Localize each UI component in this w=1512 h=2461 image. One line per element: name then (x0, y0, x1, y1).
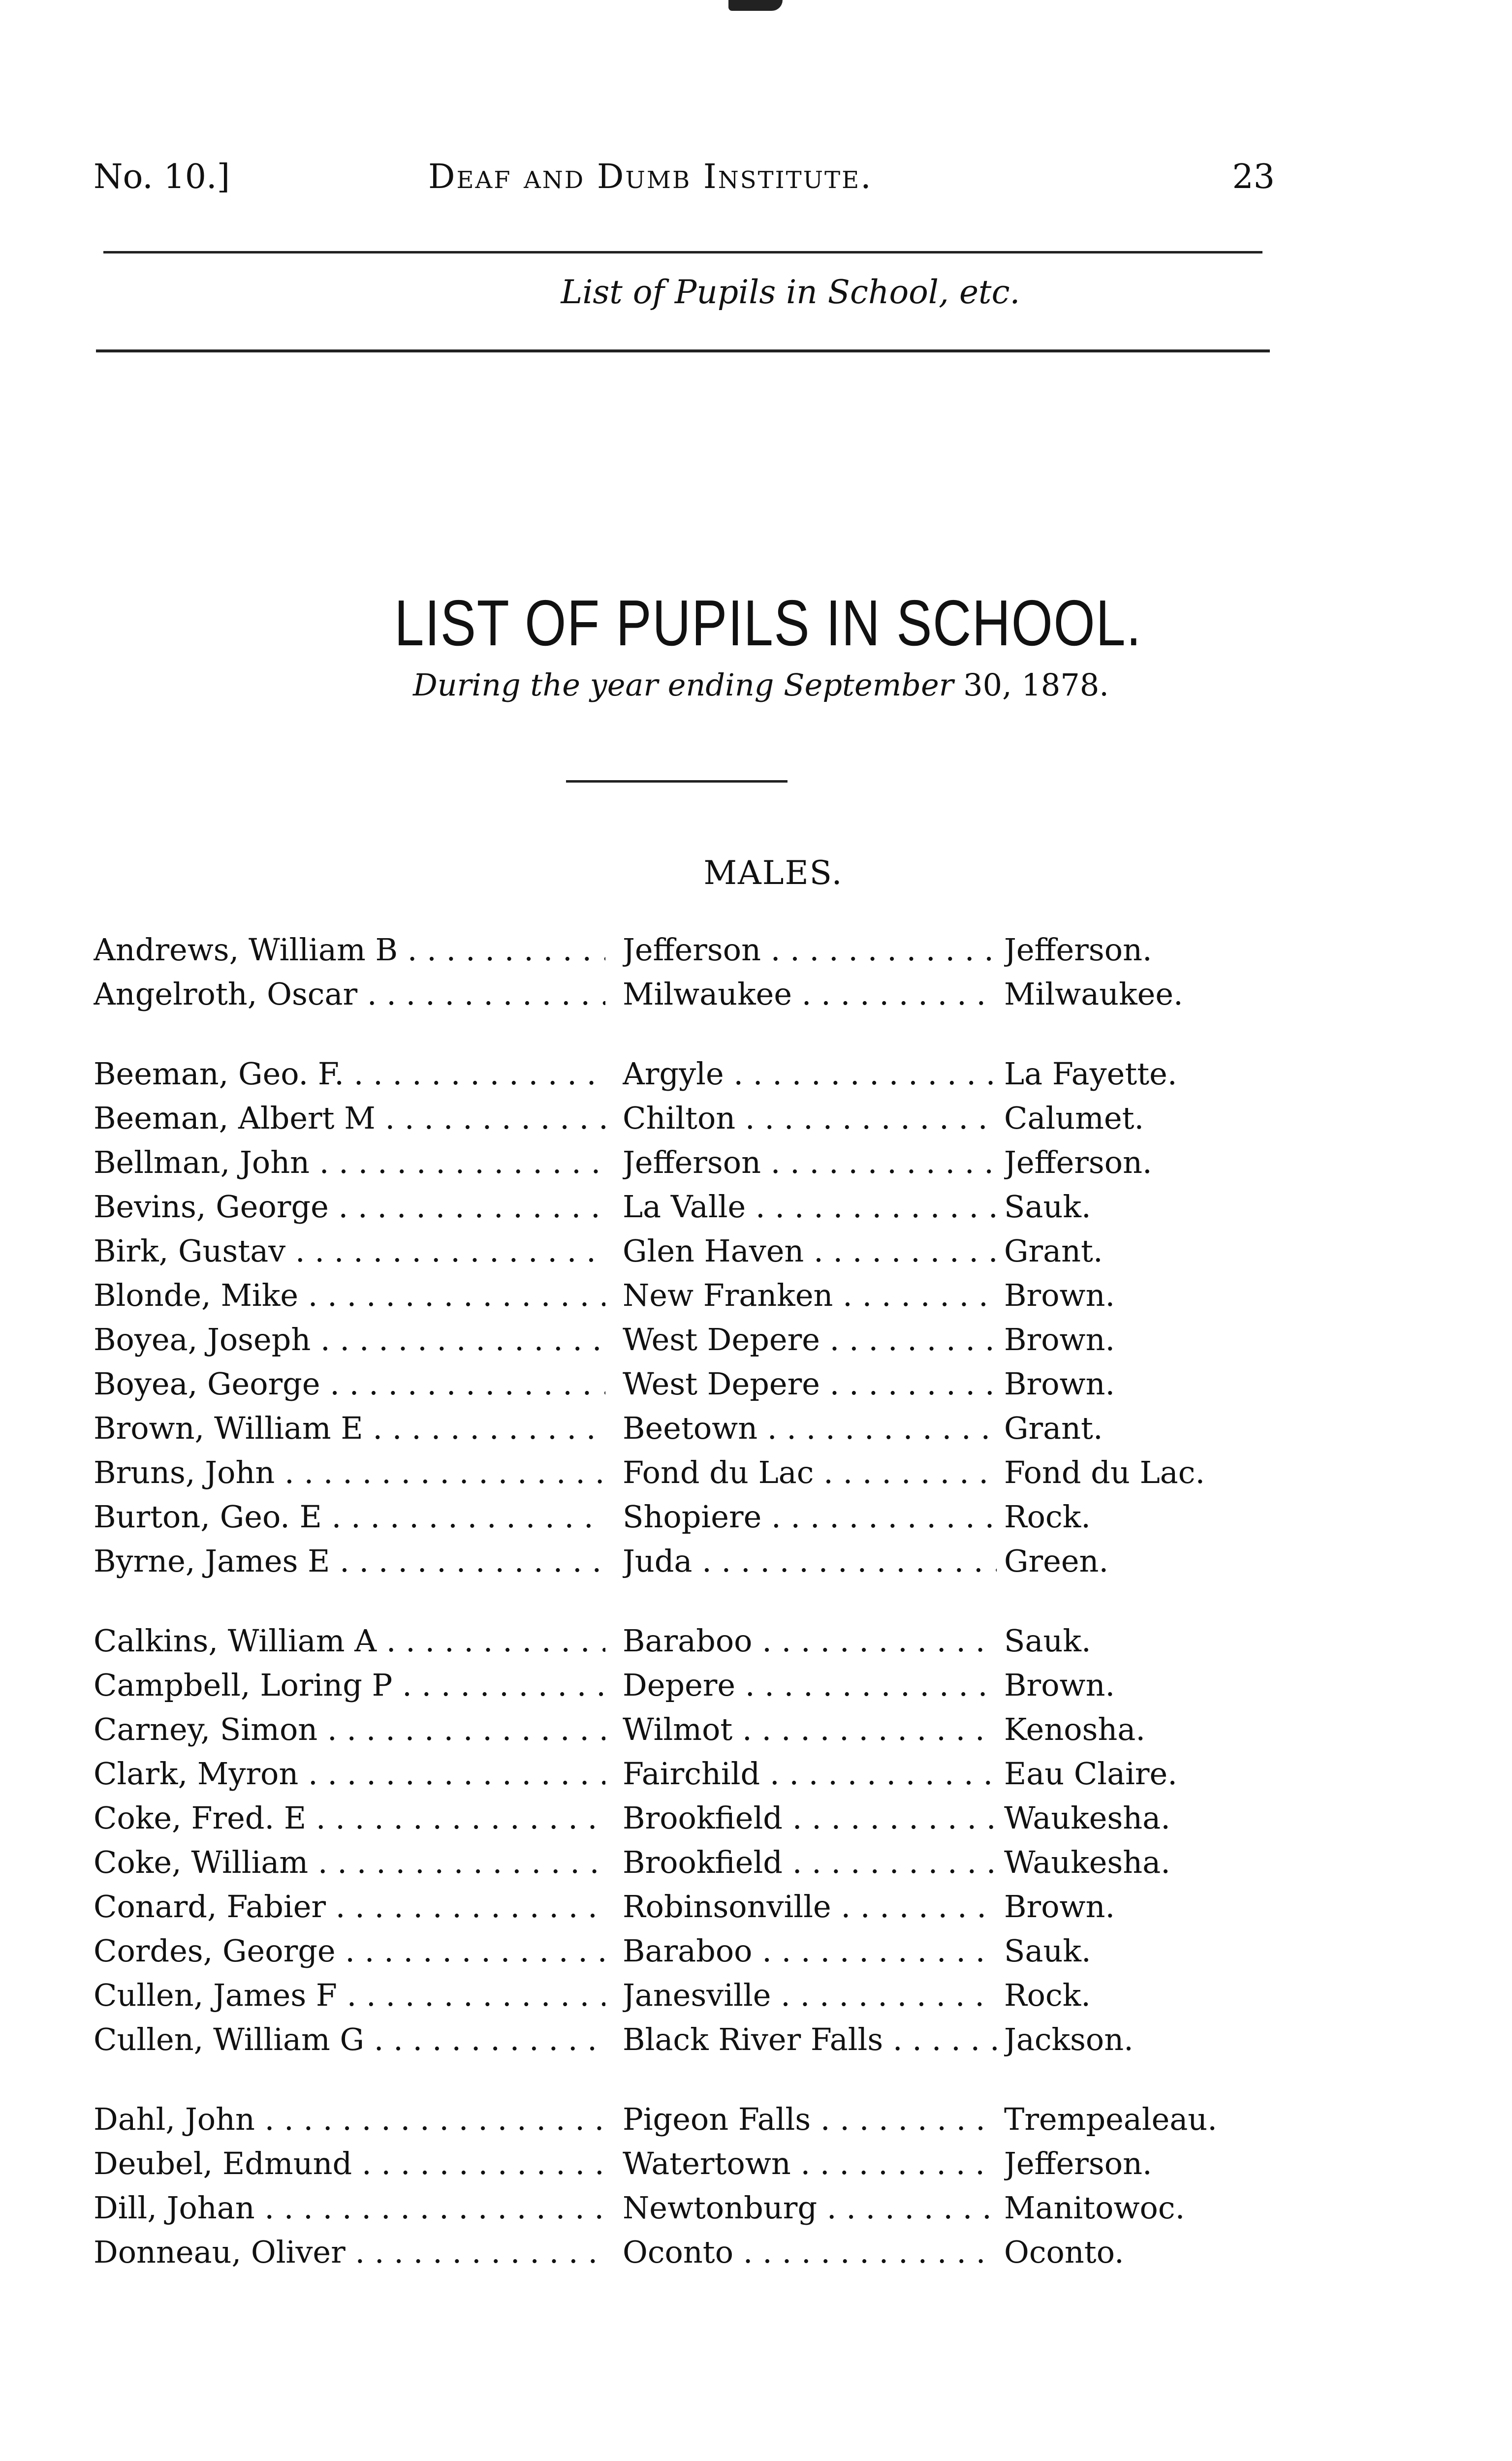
pupil-row (94, 1185, 1226, 1229)
pupil-row (94, 2142, 1226, 2186)
pupil-town: Milwaukee . . . (623, 972, 997, 1016)
pupil-county: Brown. (1004, 1277, 1115, 1313)
pupil-county: Jefferson. (1004, 2145, 1152, 2181)
pupil-group (94, 928, 1226, 1016)
pupil-town: New Franken . . . (623, 1273, 997, 1318)
pupil-county: La Fayette. (1004, 1056, 1177, 1092)
pupil-town: La Valle . . . (623, 1185, 997, 1229)
pupil-name: Dahl, John . . . (94, 2097, 605, 2142)
pupil-row (94, 2097, 1226, 2142)
pupil-list (94, 928, 1226, 2310)
pupil-name: Bellman, John . . . (94, 1140, 605, 1185)
pupil-row (94, 1318, 1226, 1362)
header-rule (103, 251, 1262, 253)
pupil-town: Watertown . . . (623, 2142, 997, 2186)
pupil-county: Brown. (1004, 1322, 1115, 1357)
pupil-row (94, 2186, 1226, 2230)
pupil-group (94, 2097, 1226, 2274)
pupil-county: Fond du Lac. (1004, 1454, 1205, 1490)
pupil-county: Green. (1004, 1543, 1109, 1579)
pupil-town: Oconto . . . (623, 2230, 997, 2274)
pupil-name: Clark, Myron . . . (94, 1752, 605, 1796)
pupil-county: Brown. (1004, 1667, 1115, 1703)
pupil-county: Rock. (1004, 1977, 1091, 2013)
pupil-row (94, 1140, 1226, 1185)
pupil-county: Waukesha. (1004, 1800, 1170, 1836)
pupil-town: West Depere . . . (623, 1318, 997, 1362)
pupil-row (94, 2230, 1226, 2274)
pupil-name: Coke, Fred. E . . . (94, 1796, 605, 1840)
pupil-county: Rock. (1004, 1499, 1091, 1535)
pupil-row (94, 1273, 1226, 1318)
pupil-row (94, 1973, 1226, 2018)
title-date-label: During the year ending September (413, 667, 954, 703)
pupil-name: Conard, Fabier . . . (94, 1885, 605, 1929)
pupil-row (94, 1885, 1226, 1929)
pupil-town: Baraboo . . . (623, 1929, 997, 1973)
pupil-row (94, 2018, 1226, 2062)
pupil-town: Pigeon Falls . . . (623, 2097, 997, 2142)
section-subheader: List of Pupils in School, etc. (561, 273, 1020, 311)
pupil-town: Glen Haven . . . (623, 1229, 997, 1273)
pupil-row (94, 1663, 1226, 1707)
title-rule (566, 780, 788, 783)
pupil-group (94, 1619, 1226, 2062)
pupil-town: Baraboo . . . (623, 1619, 997, 1663)
pupil-county: Calumet. (1004, 1100, 1144, 1136)
pupil-name: Bruns, John . . . (94, 1451, 605, 1495)
pupil-row (94, 1362, 1226, 1406)
pupil-name: Cullen, James F . . . (94, 1973, 605, 2018)
pupil-row (94, 1052, 1226, 1096)
pupil-town: Depere . . . (623, 1663, 997, 1707)
pupil-county: Trempealeau. (1004, 2101, 1217, 2137)
pupil-town: Brookfield . . . (623, 1796, 997, 1840)
institution-name: Deaf and Dumb Institute. (428, 158, 873, 196)
pupil-row (94, 1451, 1226, 1495)
pupil-county: Sauk. (1004, 1933, 1091, 1969)
pupil-town: Jefferson . . . (623, 1140, 997, 1185)
pupil-name: Birk, Gustav . . . (94, 1229, 605, 1273)
pupil-name: Beeman, Geo. F. . . . (94, 1052, 605, 1096)
pupil-town: Argyle . . . (623, 1052, 997, 1096)
pupil-town: Shopiere . . . (623, 1495, 997, 1539)
pupil-row (94, 1707, 1226, 1752)
pupil-row (94, 1229, 1226, 1273)
pupil-row (94, 1752, 1226, 1796)
pupil-name: Calkins, William A . . . (94, 1619, 605, 1663)
pupil-county: Brown. (1004, 1366, 1115, 1402)
pupil-row (94, 928, 1226, 972)
pupil-name: Cordes, George . . . (94, 1929, 605, 1973)
pupil-name: Carney, Simon . . . (94, 1707, 605, 1752)
pupil-name: Boyea, Joseph . . . (94, 1318, 605, 1362)
pupil-town: Robinsonville . . . (623, 1885, 997, 1929)
pupil-name: Dill, Johan . . . (94, 2186, 605, 2230)
section-heading: MALES. (703, 854, 843, 892)
pupil-town: Juda . . . (623, 1539, 997, 1583)
pupil-county: Brown. (1004, 1889, 1115, 1925)
pupil-name: Beeman, Albert M . . . (94, 1096, 605, 1140)
pupil-town: Newtonburg . . . (623, 2186, 997, 2230)
pupil-town: Chilton . . . (623, 1096, 997, 1140)
pupil-name: Blonde, Mike . . . (94, 1273, 605, 1318)
ink-mark (728, 0, 783, 11)
pupil-county: Sauk. (1004, 1189, 1091, 1225)
pupil-name: Burton, Geo. E . . . (94, 1495, 605, 1539)
pupil-name: Andrews, William B . . . (94, 928, 605, 972)
pupil-county: Grant. (1004, 1233, 1103, 1269)
title-date-value: 30, 1878. (963, 667, 1109, 703)
pupil-county: Jefferson. (1004, 1144, 1152, 1180)
pupil-county: Manitowoc. (1004, 2190, 1185, 2226)
page-number: 23 (1232, 158, 1275, 196)
pupil-name: Deubel, Edmund . . . (94, 2142, 605, 2186)
pupil-name: Donneau, Oliver . . . (94, 2230, 605, 2274)
pupil-town: Jefferson . . . (623, 928, 997, 972)
pupil-row (94, 1796, 1226, 1840)
pupil-county: Jefferson. (1004, 932, 1152, 968)
pupil-county: Milwaukee. (1004, 976, 1183, 1012)
pupil-row (94, 1495, 1226, 1539)
report-number: No. 10.] (94, 158, 230, 196)
pupil-county: Kenosha. (1004, 1711, 1146, 1747)
pupil-name: Angelroth, Oscar . . . (94, 972, 605, 1016)
pupil-name: Boyea, George . . . (94, 1362, 605, 1406)
pupil-town: Fairchild . . . (623, 1752, 997, 1796)
pupil-town: Fond du Lac . . . (623, 1451, 997, 1495)
pupil-row (94, 1539, 1226, 1583)
pupil-name: Brown, William E . . . (94, 1406, 605, 1451)
title-date-line (0, 667, 1512, 703)
pupil-row (94, 1619, 1226, 1663)
pupil-town: Beetown . . . (623, 1406, 997, 1451)
pupil-county: Jackson. (1004, 2021, 1134, 2057)
pupil-row (94, 1096, 1226, 1140)
pupil-name: Cullen, William G . . . (94, 2018, 605, 2062)
pupil-name: Byrne, James E . . . (94, 1539, 605, 1583)
pupil-county: Eau Claire. (1004, 1756, 1177, 1792)
pupil-county: Grant. (1004, 1410, 1103, 1446)
pupil-name: Bevins, George . . . (94, 1185, 605, 1229)
subheader-rule (96, 349, 1270, 352)
page-title: LIST OF PUPILS IN SCHOOL. (394, 587, 1142, 659)
pupil-town: Brookfield . . . (623, 1840, 997, 1885)
pupil-county: Sauk. (1004, 1623, 1091, 1659)
pupil-row (94, 1406, 1226, 1451)
pupil-town: West Depere . . . (623, 1362, 997, 1406)
pupil-name: Coke, William . . . (94, 1840, 605, 1885)
pupil-row (94, 972, 1226, 1016)
pupil-county: Oconto. (1004, 2234, 1124, 2270)
pupil-row (94, 1929, 1226, 1973)
pupil-town: Wilmot . . . (623, 1707, 997, 1752)
pupil-town: Janesville . . . (623, 1973, 997, 2018)
running-header (94, 158, 1275, 202)
pupil-county: Waukesha. (1004, 1844, 1170, 1880)
pupil-name: Campbell, Loring P . . . (94, 1663, 605, 1707)
pupil-row (94, 1840, 1226, 1885)
pupil-group (94, 1052, 1226, 1583)
pupil-town: Black River Falls . . . (623, 2018, 997, 2062)
